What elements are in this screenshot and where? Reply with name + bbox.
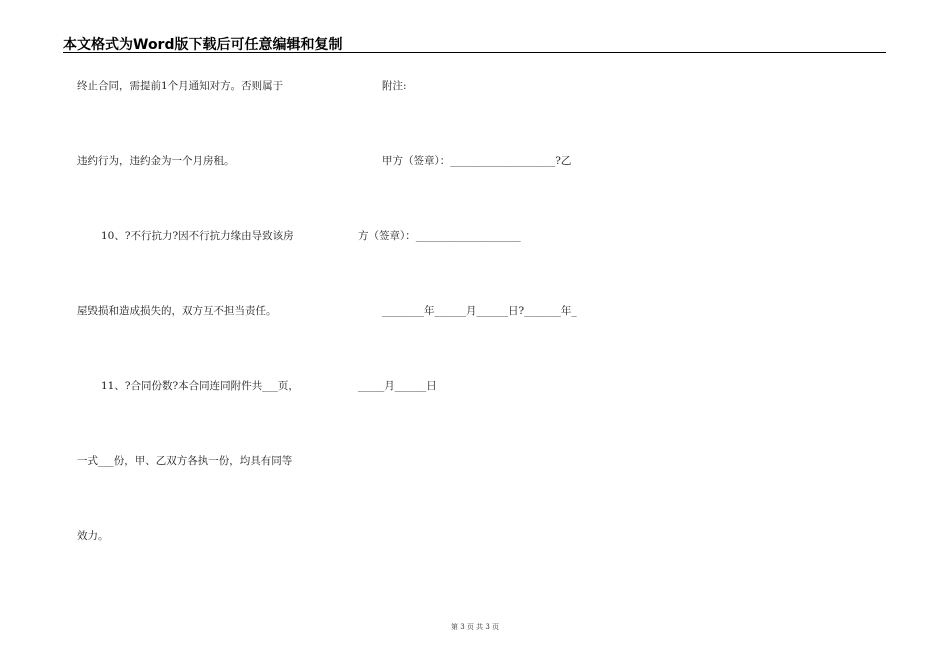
signature-date-line-2: _____月______日	[358, 380, 437, 392]
remarks-label: 附注:	[382, 80, 407, 92]
body-line-1: 终止合同，需提前1个月通知对方。否则属于	[77, 80, 284, 92]
signature-date-line-1: ________年______月______日?_______年_	[382, 305, 577, 317]
body-line-2: 违约行为，违约金为一个月房租。	[77, 155, 235, 167]
page-number-footer: 第 3 页 共 3 页	[450, 623, 500, 631]
body-line-5: 11、?合同份数?本合同连同附件共___页，	[101, 380, 299, 392]
body-line-3: 10、?不行抗力?因不行抗力缘由导致该房	[101, 230, 294, 242]
body-line-4: 屋毁损和造成损失的，双方互不担当责任。	[77, 305, 277, 317]
party-a-signature-line: 甲方（签章）：____________________?乙	[382, 155, 572, 167]
header-divider	[63, 52, 886, 53]
body-line-7: 效力。	[77, 530, 109, 542]
document-header-title: 本文格式为Word版下载后可任意编辑和复制	[63, 37, 343, 53]
party-b-signature-line: 方（签章）：____________________	[358, 230, 521, 242]
body-line-6: 一式___份，甲、乙双方各执一份，均具有同等	[77, 455, 293, 467]
